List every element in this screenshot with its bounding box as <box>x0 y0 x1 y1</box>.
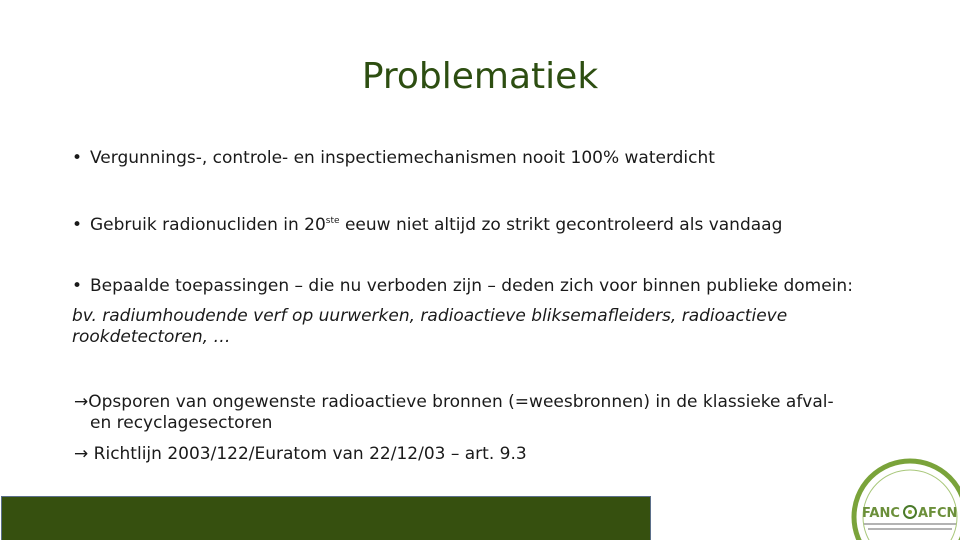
bullet-dot-icon: • <box>72 276 83 296</box>
arrow-item-1 <box>74 392 874 434</box>
footer-bar <box>1 496 651 540</box>
arrow-item-2 <box>74 444 527 465</box>
right-arrow-icon: → <box>74 392 89 412</box>
bullet-text-before: Gebruik radionucliden in 20 <box>90 215 326 235</box>
arrow-item-text: Richtlijn 2003/122/Euratom van 22/12/03 – art. 9.3 <box>88 444 527 464</box>
bullet-item-3 <box>72 275 853 297</box>
example-text: bv. radiumhoudende verf op uurwerken, radioactieve bliksemafleiders, radioactieve rookdetectoren, … <box>72 306 788 347</box>
bullet-superscript: ste <box>325 216 340 226</box>
bullet-text: Vergunnings-, controle- en inspectiemechanismen nooit 100% waterdicht <box>90 148 715 168</box>
slide-title: Problematiek <box>361 56 599 97</box>
fanc-afcn-logo-icon <box>848 455 960 540</box>
bullet-text: Bepaalde toepassingen – die nu verboden zijn – deden zich voor binnen publieke domein: <box>90 276 853 296</box>
logo-ring <box>854 461 960 540</box>
arrow-item-line1: Opsporen van ongewenste radioactieve bronnen (=weesbronnen) in de klassieke afval- <box>88 392 834 412</box>
arrow-item-line2: en recyclagesectoren <box>90 413 273 433</box>
logo-text-left: FANC <box>862 506 900 521</box>
bullet-item-2 <box>72 210 782 236</box>
bullet-dot-icon: • <box>72 215 83 235</box>
bullet-item-1 <box>72 147 715 169</box>
bullet-dot-icon: • <box>72 148 83 168</box>
logo-text-right: AFCN <box>918 506 958 521</box>
bullet-text-after: eeuw niet altijd zo strikt gecontroleerd als vandaag <box>339 215 783 235</box>
right-arrow-icon: → <box>74 444 89 464</box>
